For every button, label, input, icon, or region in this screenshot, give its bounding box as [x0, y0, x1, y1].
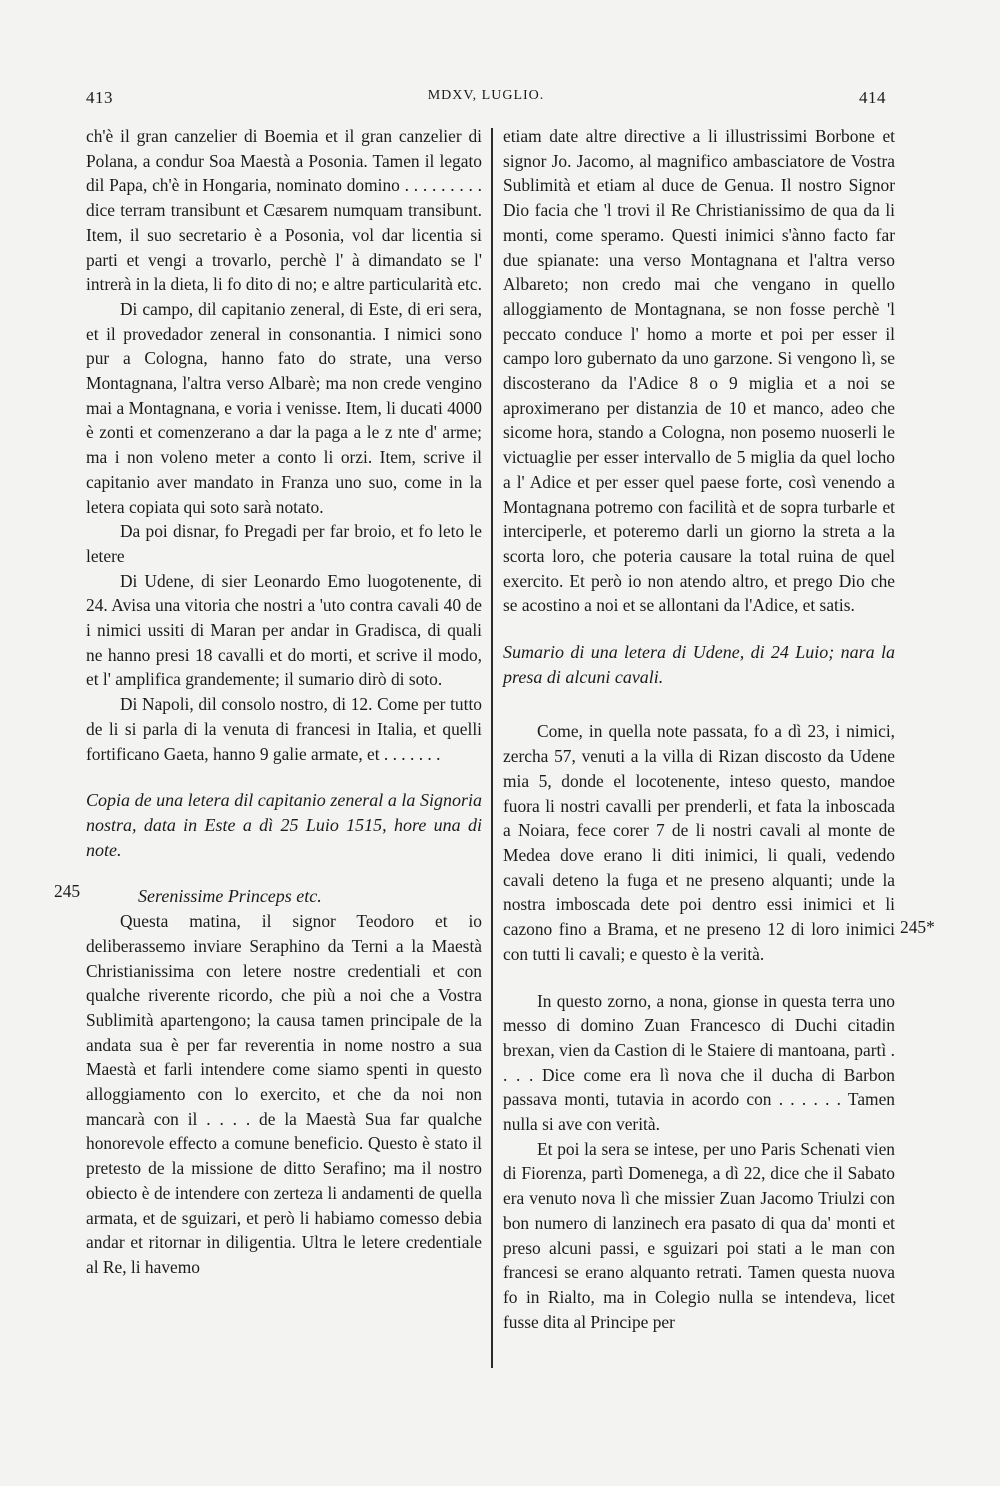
column-divider	[491, 128, 493, 1368]
spacer	[503, 618, 895, 640]
page-number-right: 414	[859, 88, 886, 107]
page-number-left: 413	[86, 88, 113, 107]
margin-number-left: 245	[54, 881, 81, 901]
running-header	[86, 88, 886, 116]
spacer	[503, 689, 895, 719]
running-title: MDXV, LUGLIO.	[427, 88, 545, 103]
paragraph: Come, in quella note passata, fo a dì 23, i nimici, zercha 57, venuti a la villa di Rizan discosto da Udene mia 5, donde el locotenente, inteso questo, mandoe fuora li nostri cavalli per prenderli, et fata la inboscada a Noiara, fece corer 7 de li nostri cavali al monte de Medea dove erano li diti inimici, li quali, vedendo cavali deteno la fuga et ne preseno alquanti; unde la nostra imboscada dete poi dentro essi inimici et li cazono fino a Brama, et ne preseno 12 di loro inimici con tutti li cavali; e questo è la verità.	[503, 721, 895, 964]
right-column	[503, 124, 895, 1334]
salutation: Serenissime Princeps etc.	[138, 886, 322, 907]
section-heading: Sumario di una letera di Udene, di 24 Luio; nara la presa di alcuni cavali.	[503, 642, 895, 687]
left-column	[86, 124, 482, 1280]
section-heading: Copia de una letera dil capitanio zeneral a la Signoria nostra, data in Este a dì 25 Luio 1515, hore una di note.	[86, 790, 482, 860]
spacer	[503, 967, 895, 989]
paragraph: Da poi disnar, fo Pregadi per far broio, et fo leto le letere	[86, 521, 482, 566]
paragraph: etiam date altre directive a li illustrissimi Borbone et signor Jo. Jacomo, al magnifico ambasciatore de Vostra Sublimità et etiam al duce de Genua. Il nostro Signor Dio facia che 'l trovi il Re Christianissimo de qua da li monti, come speramo. Questi inimici s'ànno facto far due spianate: una verso Montagnana et l'altra verso Albareto; non credo mai che vengano in quello alloggiamento de Montagnana, se non fosse perchè 'l peccato conduce l' homo a morte et poi per esser il campo loro gubernato da uno garzone. Si vengono lì, se discosterano da l'Adice 8 o 9 miglia et a noi se aproximerano per distanzia de 10 et manco, adeo che sicome hora, stando a Cologna, non posemo nuoserli le victuaglie per esser intervallo de 5 miglia da quel locho a l' Adice et per esser quel paese forte, così venendo a Montagnana potremo con facilità et de sopra turbarle et interciperle, et poteremo darli un giorno la streta a la scorta loro, che poteria causare la total ruina de quel exercito. Et però io non atendo altro, et prego Dio che se acostino a noi et se allontani da l'Adice, et satis.	[503, 126, 895, 616]
paragraph: In questo zorno, a nona, gionse in questa terra uno messo di domino Zuan Francesco di Duchi citadin brexan, vien da Castion di le Staiere di mantoana, partì . . . . Dice come era lì nova che il ducha di Barbon passava monti, tutavia in acordo con . . . . . . Tamen nulla si ave con verità.	[503, 990, 895, 1135]
paragraph: Di Napoli, dil consolo nostro, di 12. Come per tutto de li si parla di la venuta di francesi in Italia, et quelli fortificano Gaeta, hanno 9 galie armate, et . . . . . . .	[86, 694, 482, 764]
paragraph: Et poi la sera se intese, per uno Paris Schenati vien di Fiorenza, partì Domenega, a dì 22, dice che il Sabato era venuto nova lì che missier Zuan Jacomo Triulzi con bon numero di lanzinech era pasato di qua da' monti et preso alcuni passi, e sguizari poi stati a le man con francesi se erano alquanto retrati. Tamen questa nuova fo in Rialto, ma in Colegio nulla se intendeva, licet fusse dita al Principe per	[503, 1138, 895, 1332]
paragraph: ch'è il gran canzelier di Boemia et il gran canzelier di Polana, a condur Soa Maestà a Posonia. Tamen il legato dil Papa, ch'è in Hongaria, nominato domino . . . . . . . . . dice terram transibunt et Cæsarem numquam transibunt. Item, il suo secretario è a Posonia, vol dar licentia si parti et vengi a trovarlo, perchè l' à dimandato se l' intrerà in la dieta, li fo dito di no; e altre particularità etc.	[86, 126, 482, 295]
spacer	[86, 766, 482, 788]
spacer	[86, 862, 482, 884]
paragraph: Di campo, dil capitanio zeneral, di Este, di eri sera, et il provedador zeneral in consonantia. I nimici sono pur a Cologna, hanno fato do strate, una verso Montagnana, l'altra verso Albarè; ma non crede vengino mai a Montagnana, e voria i venisse. Item, li ducati 4000 è zonti et comenzerano a dar la paga a le z nte d' arme; ma i non voleno meter a conto li orzi. Item, scrive il capitanio aver mandato in Franza uno suo, come in la letera copiata qui soto sarà notato.	[86, 298, 482, 517]
paragraph: Questa matina, il signor Teodoro et io deliberassemo inviare Seraphino da Terni a la Maestà Christianissima con letere nostre credentiali et con qualche riverente ricordo, che più a noi che a Vostra Sublimità apartengono; la causa tamen principale de la andata sua è per far reverentia in nome nostro a sua Maestà et farli intendere come siamo spenti in questo alloggiamento con lo exercito, et che da noi non mancarà con il . . . . de la Maestà Sua far qualche honorevole effecto a comune beneficio. Questo è stato il pretesto de la missione de ditto Serafino; ma il nostro obiecto è de intendere con zerteza li andamenti de quella armata, et de sguizari, et però li habiamo comesso debia andar et ritornar in diligentia. Ultra le letere credentiale al Re, li havemo	[86, 911, 482, 1277]
paragraph: Di Udene, di sier Leonardo Emo luogotenente, di 24. Avisa una vitoria che nostri a 'uto contra cavali 40 de i nimici ussiti di Maran per andar in Gradisca, di quali ne hanno presi 18 cavalli et do morti, et scrive il modo, et l' amplifica grandemente; il sumario dirò di soto.	[86, 570, 482, 690]
margin-number-right: 245*	[900, 917, 935, 937]
